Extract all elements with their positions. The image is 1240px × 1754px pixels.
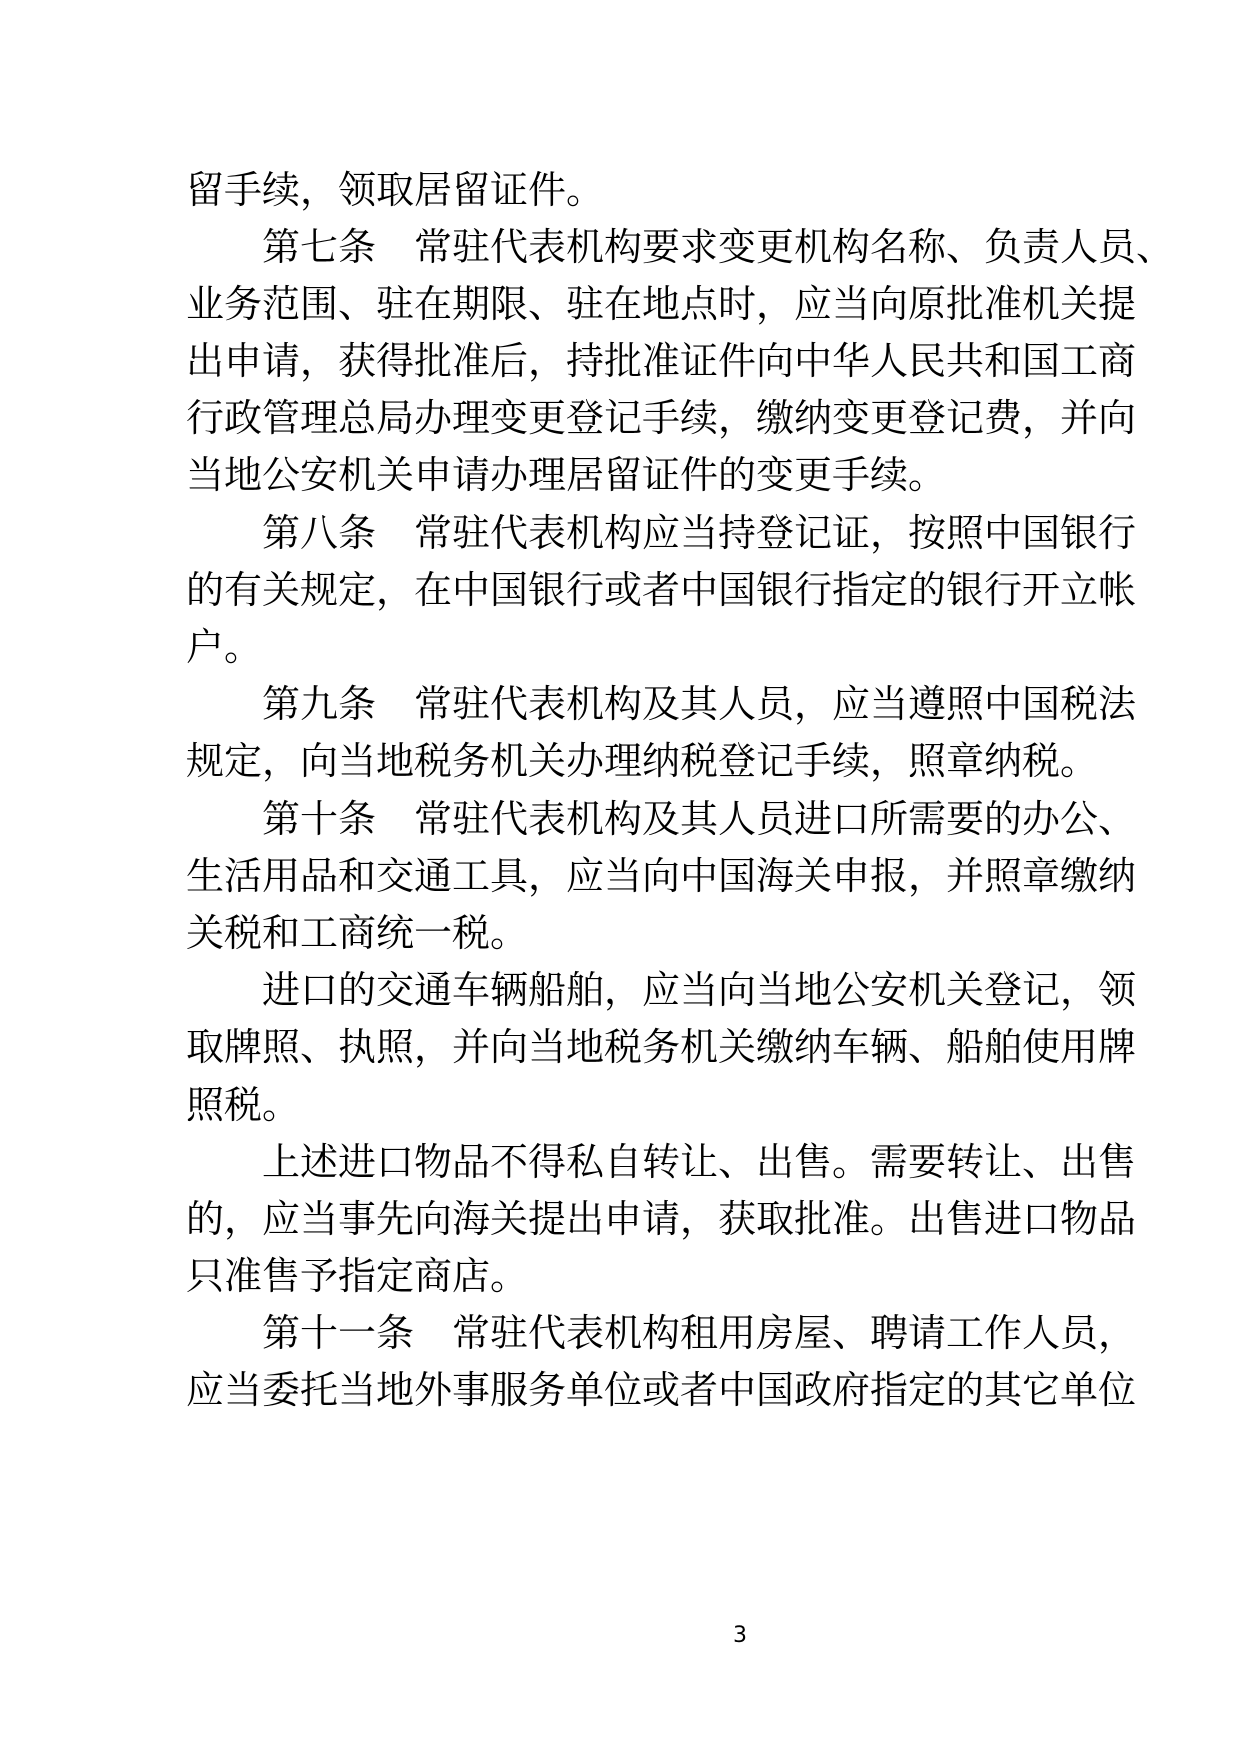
text-line: 当地公安机关申请办理居留证件的变更手续。 [186, 453, 947, 497]
text-line: 的，应当事先向海关提出申请，获取批准。出售进口物品 [186, 1197, 1137, 1241]
article-11-line: 第十一条 常驻代表机构租用房屋、聘请工作人员， [262, 1311, 1137, 1355]
article-10-line: 第十条 常驻代表机构及其人员进口所需要的办公、 [262, 797, 1137, 841]
page-number: 3 [733, 1623, 747, 1648]
text-line: 取牌照、执照，并向当地税务机关缴纳车辆、船舶使用牌 [186, 1025, 1137, 1069]
text-line: 规定，向当地税务机关办理纳税登记手续，照章纳税。 [186, 739, 1099, 783]
text-line: 生活用品和交通工具，应当向中国海关申报，并照章缴纳 [186, 854, 1137, 898]
paragraph-line: 进口的交通车辆船舶，应当向当地公安机关登记，领 [262, 968, 1137, 1012]
text-line: 应当委托当地外事服务单位或者中国政府指定的其它单位 [186, 1368, 1137, 1412]
text-line: 户。 [186, 625, 263, 669]
text-line: 只准售予指定商店。 [186, 1254, 529, 1298]
text-line: 业务范围、驻在期限、驻在地点时，应当向原批准机关提 [186, 282, 1137, 326]
text-line: 关税和工商统一税。 [186, 911, 529, 955]
paragraph-line: 上述进口物品不得私自转让、出售。需要转让、出售 [262, 1140, 1137, 1184]
text-line: 行政管理总局办理变更登记手续，缴纳变更登记费，并向 [186, 396, 1137, 440]
article-8-line: 第八条 常驻代表机构应当持登记证，按照中国银行 [262, 511, 1137, 555]
text-line: 出申请，获得批准后，持批准证件向中华人民共和国工商 [186, 339, 1137, 383]
text-line: 留手续，领取居留证件。 [186, 168, 605, 212]
article-9-line: 第九条 常驻代表机构及其人员，应当遵照中国税法 [262, 682, 1137, 726]
text-line: 的有关规定，在中国银行或者中国银行指定的银行开立帐 [186, 568, 1137, 612]
article-7-line: 第七条 常驻代表机构要求变更机构名称、负责人员、 [262, 225, 1175, 269]
text-line: 照税。 [186, 1083, 301, 1127]
